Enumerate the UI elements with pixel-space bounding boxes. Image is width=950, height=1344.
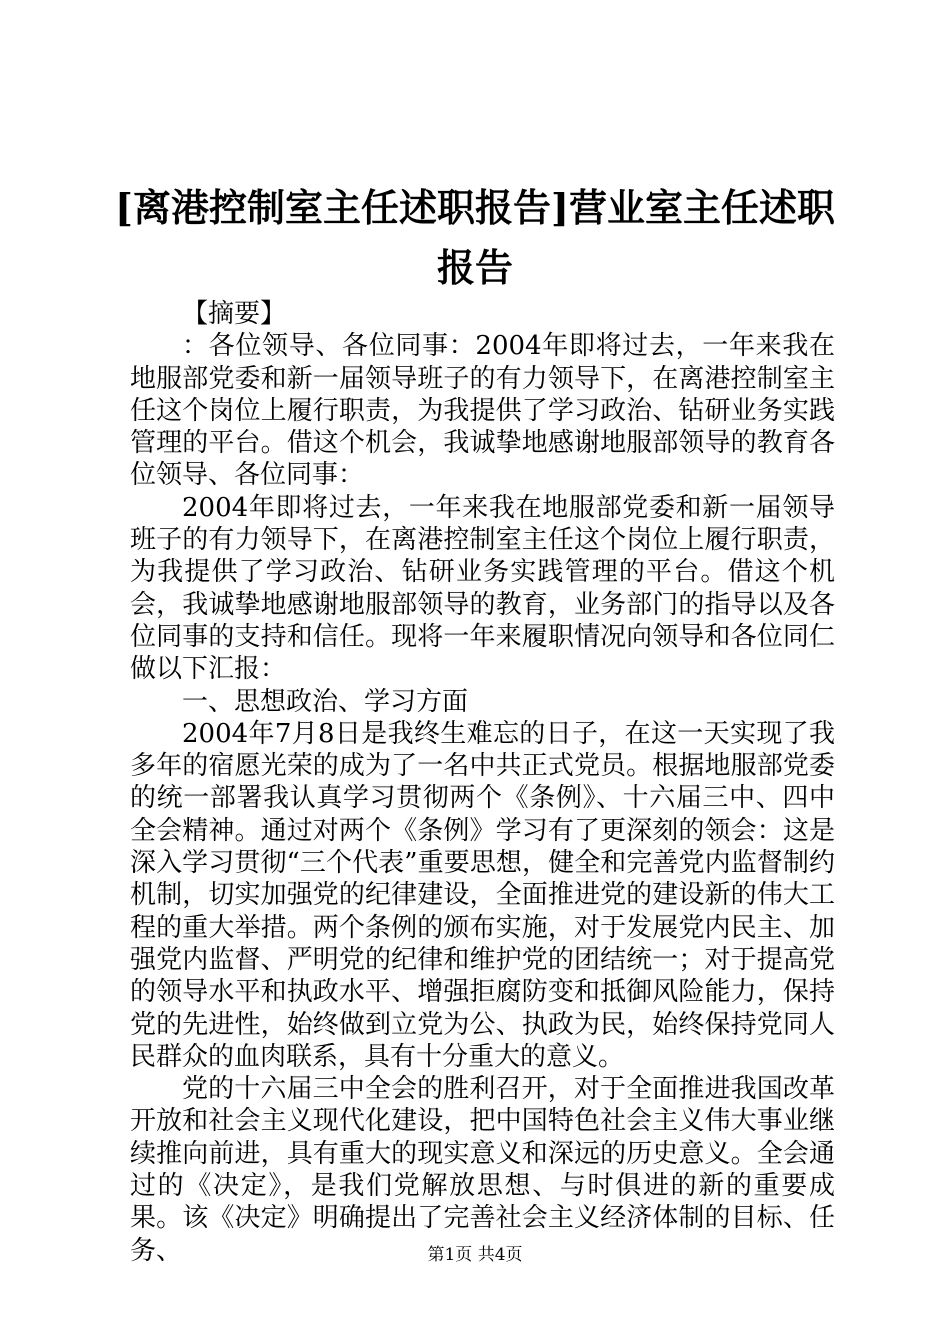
abstract-label: 【摘要】 bbox=[182, 299, 287, 329]
paragraph-abstract: ：各位领导、各位同事：2004年即将过去，一年来我在地服部党委和新一届领导班子的有力领导下，在离港控制室主任这个岗位上履行职责，为我提供了学习政治、钻研业务实践管理的平台。借这个机会，我诚挚地感谢地服部领导的教育各位领导、各位同事： bbox=[130, 331, 835, 491]
paragraph-body: 党的十六届三中全会的胜利召开，对于全面推进我国改革开放和社会主义现代化建设，把中国特色社会主义伟大事业继续推向前进，具有重大的现实意义和深远的历史意义。全会通过的《决定》，是我们党解放思想、与时俱进的新的重要成果。该《决定》明确提出了完善社会主义经济体制的目标、任务、 bbox=[130, 1074, 835, 1266]
document-body bbox=[130, 298, 835, 1267]
paragraph-intro: 2004年即将过去，一年来我在地服部党委和新一届领导班子的有力领导下，在离港控制室主任这个岗位上履行职责，为我提供了学习政治、钻研业务实践管理的平台。借这个机会，我诚挚地感谢地服部领导的教育，业务部门的指导以及各位同事的支持和信任。现将一年来履职情况向领导和各位同仁做以下汇报： bbox=[130, 492, 835, 685]
page-footer: 第1页 共4页 bbox=[427, 1245, 523, 1265]
paragraph-body: 2004年7月8日是我终生难忘的日子，在这一天实现了我多年的宿愿光荣的成为了一名中共正式党员。根据地服部党委的统一部署我认真学习贯彻两个《条例》、十六届三中、四中全会精神。通过对两个《条例》学习有了更深刻的领会：这是深入学习贯彻“三个代表”重要思想，健全和完善党内监督制约机制，切实加强党的纪律建设，全面推进党的建设新的伟大工程的重大举措。两个条例的颁布实施，对于发展党内民主、加强党内监督、严明党的纪律和维护党的团结统一；对于提高党的领导水平和执政水平、增强拒腐防变和抵御风险能力，保持党的先进性，始终做到立党为公、执政为民，始终保持党同人民群众的血肉联系，具有十分重大的意义。 bbox=[130, 718, 835, 1072]
section-heading: 一、思想政治、学习方面 bbox=[182, 686, 469, 717]
document-title: [离港控制室主任述职报告]营业室主任述职报告 bbox=[115, 185, 835, 290]
